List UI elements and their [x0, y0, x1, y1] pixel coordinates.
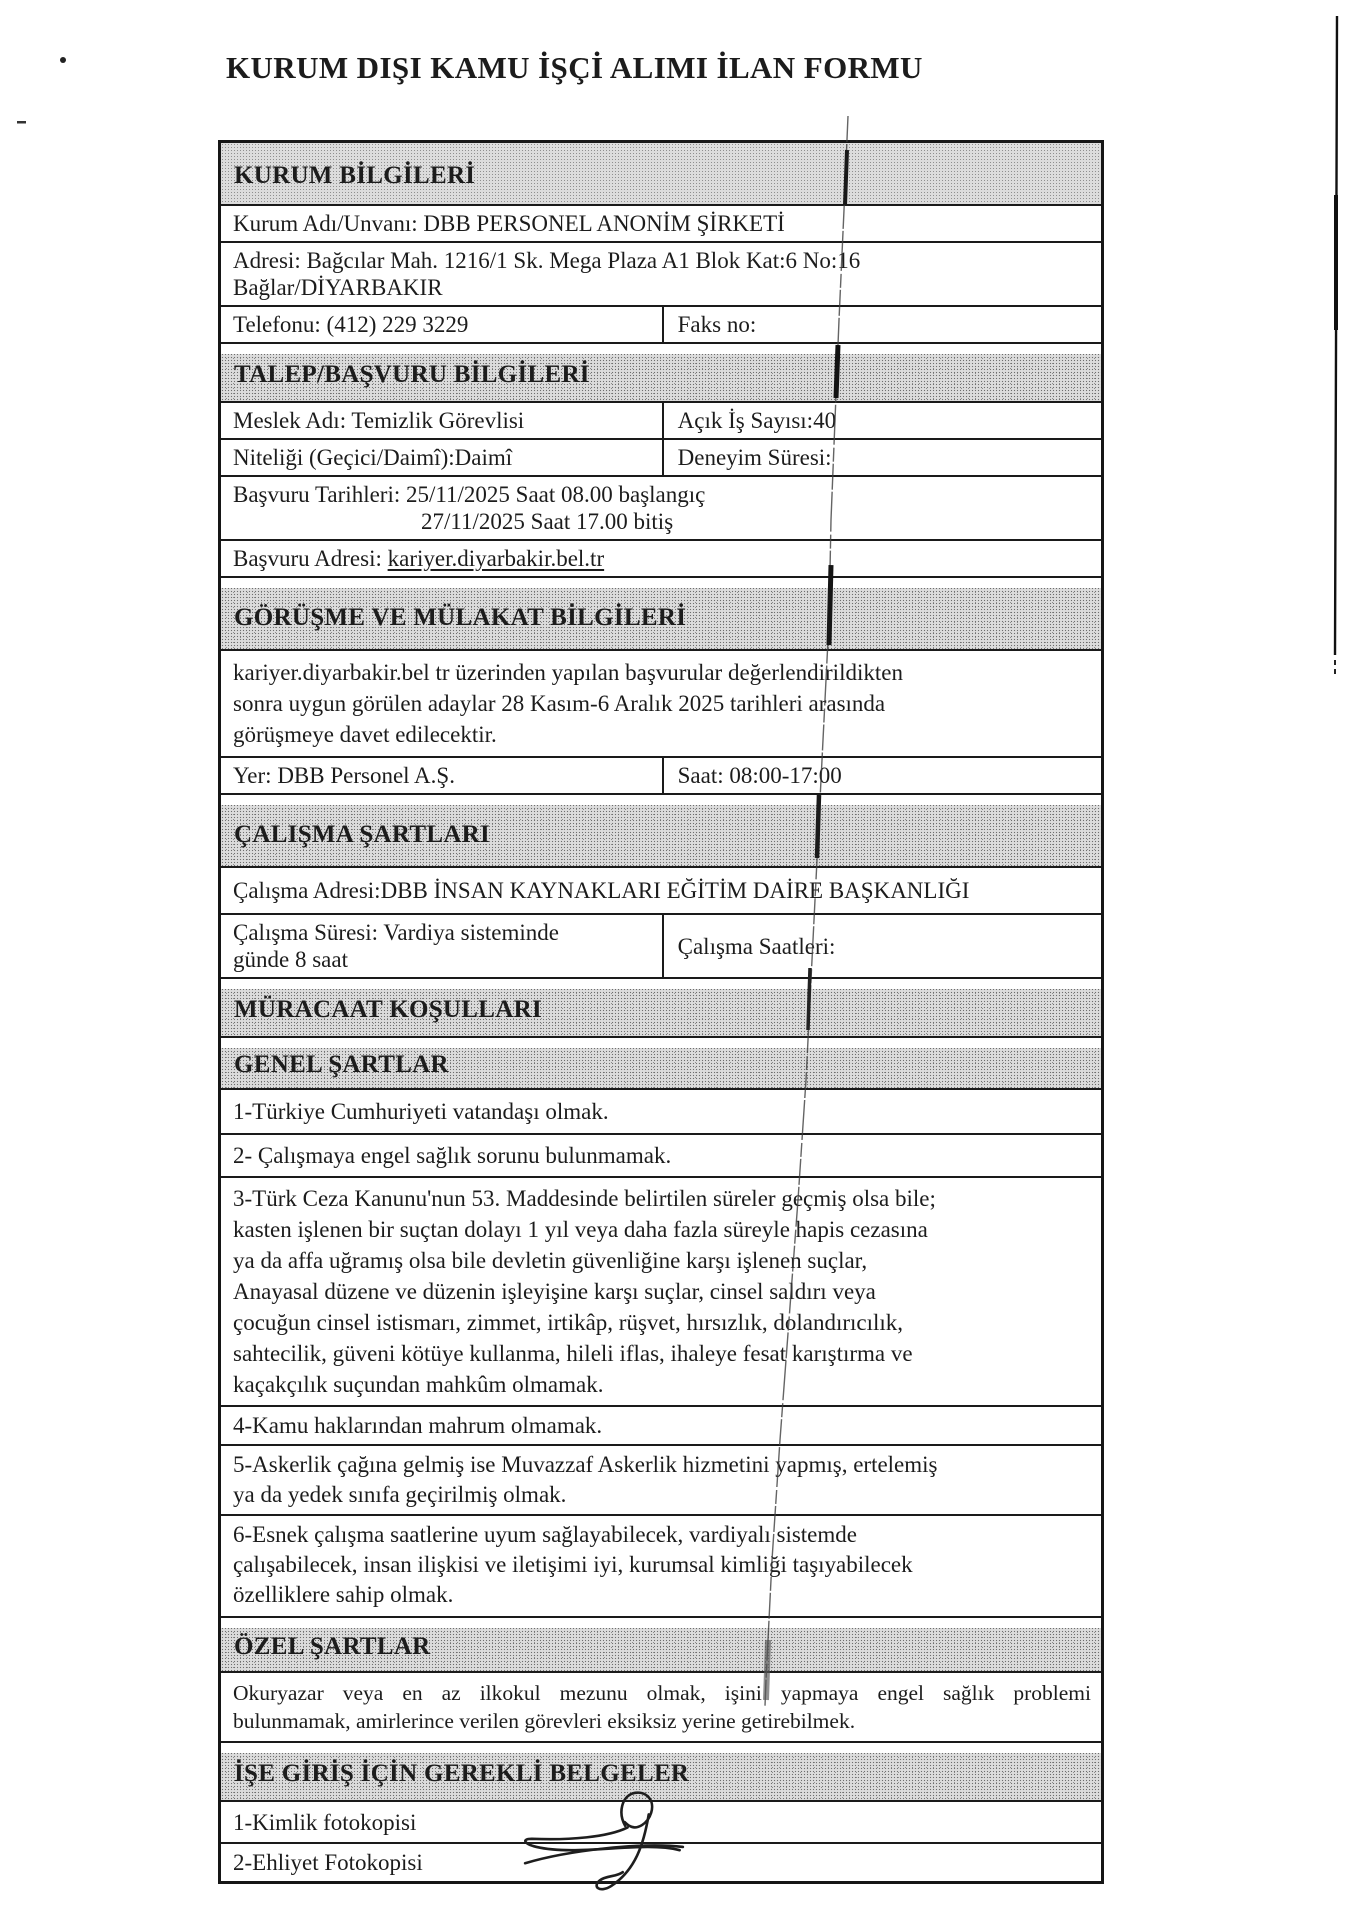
basvuru-adresi-row: [221, 539, 1101, 576]
adres-line2: Bağlar/DİYARBAKIR: [233, 275, 443, 300]
faks-cell: Faks no:: [677, 312, 757, 337]
genel-madde3-line: Anayasal düzene ve düzenin işleyişine karşı suçlar, cinsel saldırı veya: [233, 1279, 876, 1304]
section-header-talep-basvuru: TALEP/BAŞVURU BİLGİLERİ: [221, 342, 1101, 401]
nitelik-cell: Niteliği (Geçici/Daimî):Daimî: [221, 440, 664, 475]
page-title: KURUM DIŞI KAMU İŞÇİ ALIMI İLAN FORMU: [226, 50, 923, 85]
genel-madde6-line: çalışabilecek, insan ilişkisi ve iletişimi iyi, kurumsal kimliği taşıyabilecek: [233, 1552, 913, 1577]
basvuru-adresi-label: Başvuru Adresi:: [233, 546, 382, 571]
calisma-suresi-cell: [221, 915, 664, 977]
genel-madde1-row: 1-Türkiye Cumhuriyeti vatandaşı olmak.: [221, 1088, 1101, 1133]
yer-saat-row: [221, 756, 1101, 793]
saat-cell: Saat: 08:00-17:00: [677, 763, 842, 788]
genel-madde3-line: kaçakçılık suçundan mahkûm olmamak.: [233, 1372, 604, 1397]
basvuru-tarih-line2: 27/11/2025 Saat 17.00 bitiş: [421, 509, 674, 534]
calisma-suresi-line2: günde 8 saat: [233, 947, 348, 972]
belge-madde1-row: 1-Kimlik fotokopisi: [221, 1800, 1101, 1842]
section-header-kurum-bilgileri: KURUM BİLGİLERİ: [221, 143, 1101, 204]
telefon-cell: Telefonu: (412) 229 3229: [221, 307, 664, 342]
ozel-text-line2: bulunmamak, amirlerince verilen görevleri eksiksiz yerine getirebilmek.: [233, 1709, 856, 1733]
section-header-ise-giris-belgeler: İŞE GİRİŞ İÇİN GEREKLİ BELGELER: [221, 1741, 1101, 1800]
calisma-adresi-row: Çalışma Adresi:DBB İNSAN KAYNAKLARI EĞİTİM DAİRE BAŞKANLIĞI: [221, 866, 1101, 913]
genel-madde6-line: 6-Esnek çalışma saatlerine uyum sağlayabilecek, vardiyalı sistemde: [233, 1522, 857, 1547]
gorusme-aciklama-line1: kariyer.diyarbakir.bel tr üzerinden yapılan başvurular değerlendirildikten: [233, 660, 903, 685]
section-header-gorusme-mulakat: GÖRÜŞME VE MÜLAKAT BİLGİLERİ: [221, 576, 1101, 649]
kurum-adi-row: Kurum Adı/Unvanı: DBB PERSONEL ANONİM ŞİRKETİ: [221, 204, 1101, 241]
telefon-faks-row: [221, 305, 1101, 342]
meslek-row: [221, 401, 1101, 438]
ilan-form-table: [218, 140, 1104, 1884]
genel-madde3-line: çocuğun cinsel istismarı, zimmet, irtikâp, rüşvet, hırsızlık, dolandırıcılık,: [233, 1310, 904, 1335]
genel-madde3-line: kasten işlenen bir suçtan dolayı 1 yıl veya daha fazla süreyle hapis cezasına: [233, 1217, 928, 1242]
section-header-calisma-sartlari: ÇALIŞMA ŞARTLARI: [221, 793, 1101, 866]
genel-madde3-line: 3-Türk Ceza Kanunu'nun 53. Maddesinde belirtilen süreler geçmiş olsa bile;: [233, 1186, 936, 1211]
dash-artifact: [17, 121, 26, 124]
basvuru-adresi-link[interactable]: kariyer.diyarbakir.bel.tr: [387, 546, 605, 571]
meslek-cell: Meslek Adı: Temizlik Görevlisi: [221, 403, 664, 438]
genel-madde6-line: özelliklere sahip olmak.: [233, 1582, 454, 1607]
genel-madde4-row: 4-Kamu haklarından mahrum olmamak.: [221, 1405, 1101, 1444]
signature: [518, 1790, 690, 1912]
calisma-saatleri-cell: Çalışma Saatleri:: [677, 933, 836, 959]
nitelik-row: [221, 438, 1101, 475]
yer-cell: Yer: DBB Personel A.Ş.: [221, 758, 664, 793]
basvuru-tarihleri-row: [221, 475, 1101, 539]
ozel-text-line1: Okuryazar veya en az ilkokul mezunu olmak, işini yapmaya engel sağlık problemi: [233, 1681, 1091, 1705]
deneyim-cell: Deneyim Süresi:: [677, 445, 832, 470]
genel-madde5-row: [221, 1444, 1101, 1514]
genel-madde3-line: sahtecilik, güveni kötüye kullanma, hileli iflas, ihaleye fesat karıştırma ve: [233, 1341, 913, 1366]
genel-madde3-line: ya da affa uğramış olsa bile devletin güvenliğine karşı işlenen suçlar,: [233, 1248, 868, 1273]
gorusme-aciklama-line3: görüşmeye davet edilecektir.: [233, 722, 497, 747]
genel-madde3-row: [221, 1176, 1101, 1405]
right-edge-line-artifact: [1335, 16, 1337, 655]
section-header-ozel-sartlar: ÖZEL ŞARTLAR: [221, 1616, 1101, 1671]
genel-madde5-line: ya da yedek sınıfa geçirilmiş olmak.: [233, 1482, 567, 1507]
speck-artifact: [60, 57, 66, 63]
belge-madde2-row: 2-Ehliyet Fotokopisi: [221, 1842, 1101, 1881]
section-header-genel-sartlar: GENEL ŞARTLAR: [221, 1036, 1101, 1088]
adres-row: [221, 241, 1101, 305]
genel-madde2-row: 2- Çalışmaya engel sağlık sorunu bulunmamak.: [221, 1133, 1101, 1176]
ozel-sartlar-text-row: [221, 1671, 1101, 1741]
gorusme-aciklama-line2: sonra uygun görülen adaylar 28 Kasım-6 Aralık 2025 tarihleri arasında: [233, 691, 886, 716]
gorusme-aciklama-row: [221, 649, 1101, 756]
calisma-suresi-row: [221, 913, 1101, 977]
basvuru-tarih-line1: Başvuru Tarihleri: 25/11/2025 Saat 08.00 başlangıç: [233, 482, 706, 507]
genel-madde5-line: 5-Askerlik çağına gelmiş ise Muvazzaf Askerlik hizmetini yapmış, ertelemiş: [233, 1452, 938, 1477]
acik-is-sayisi-cell: Açık İş Sayısı:40: [677, 408, 837, 433]
adres-line1: Adresi: Bağcılar Mah. 1216/1 Sk. Mega Plaza A1 Blok Kat:6 No:16: [233, 248, 861, 273]
calisma-suresi-line1: Çalışma Süresi: Vardiya sisteminde: [233, 920, 560, 945]
section-header-muracaat-kosullari: MÜRACAAT KOŞULLARI: [221, 977, 1101, 1036]
genel-madde6-row: [221, 1514, 1101, 1616]
